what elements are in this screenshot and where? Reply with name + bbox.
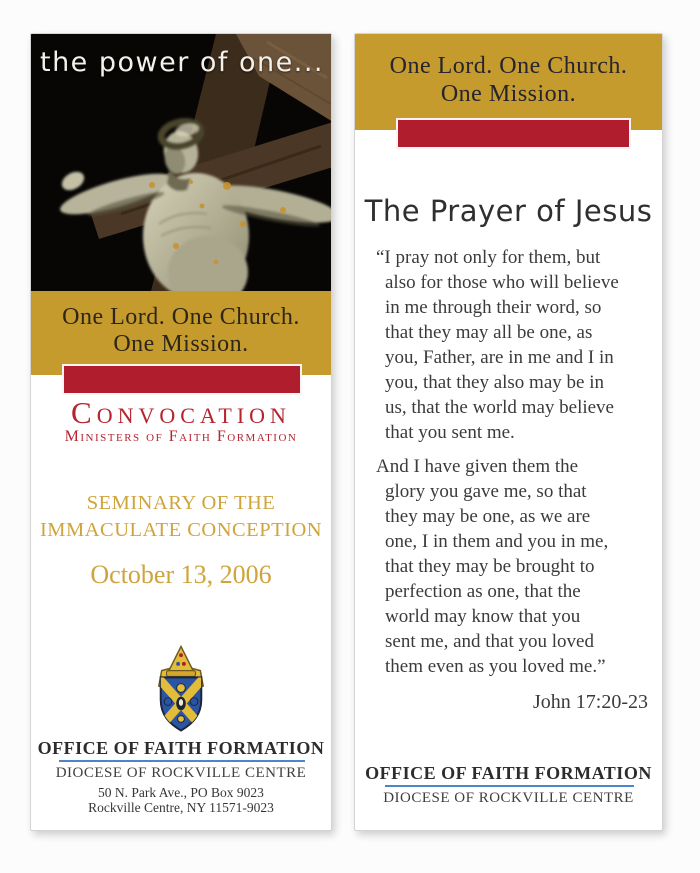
event-subtitle: Ministers of Faith Formation [64,428,298,445]
prayer-line: in me through their word, so [385,297,602,318]
tagline: the power of one... [39,47,325,78]
prayer-line: “I pray not only for them, but [376,247,601,268]
prayer-line: that you sent me. [385,422,515,443]
office-underline [385,785,634,787]
prayer-line: they may be one, as we are [385,506,591,527]
prayer-text [376,245,654,715]
prayer-line: world may know that you [385,606,581,627]
front-motto-line-2: One Mission. [113,331,249,357]
front-red-bar [62,364,302,395]
prayer-line: you, that they also may be in [385,372,604,393]
prayer-title: The Prayer of Jesus [364,194,653,228]
prayer-paragraph-1 [376,245,654,445]
prayer-line: that they may be brought to [385,556,595,577]
office-name: OFFICE OF FAITH FORMATION [365,763,652,783]
event-date: October 13, 2006 [90,560,272,589]
prayer-paragraph-2 [376,454,654,679]
prayer-line: one, I in them and you in me, [385,531,609,552]
venue-name [31,490,331,544]
prayer-line: us, that the world may believe [385,397,614,418]
back-motto-band [355,34,662,130]
address-line-2: Rockville Centre, NY 11571-9023 [88,800,274,815]
back-bookmark-card [354,33,663,831]
diocese-name: DIOCESE OF ROCKVILLE CENTRE [383,790,634,806]
prayer-line: sent me, and that you loved [385,631,594,652]
venue-line-2: IMMACULATE CONCEPTION [39,519,323,541]
prayer-line: also for those who will believe [385,272,619,293]
prayer-line: glory you gave me, so that [385,481,587,502]
prayer-line: you, Father, are in me and I in [385,347,614,368]
venue-line-1: SEMINARY OF THE [86,492,276,514]
diocese-crest [152,645,210,738]
front-motto-band [31,291,331,375]
front-bookmark-card [30,33,332,831]
office-name: OFFICE OF FAITH FORMATION [37,738,325,758]
diocese-crest-icon [152,645,210,733]
back-motto-line-2: One Mission. [440,81,577,107]
scripture-citation: John 17:20-23 [533,691,648,713]
back-red-bar [396,118,631,149]
prayer-line: And I have given them the [376,456,579,477]
diocese-name: DIOCESE OF ROCKVILLE CENTRE [55,765,307,781]
event-title: Convocation [71,395,291,430]
prayer-line: them even as you loved me.” [385,656,606,677]
prayer-line: that they may all be one, as [385,322,593,343]
address-line-1: 50 N. Park Ave., PO Box 9023 [98,785,264,800]
crucifix-photo [31,34,332,291]
front-motto-line-1: One Lord. One Church. [62,304,300,330]
prayer-line: perfection as one, that the [385,581,581,602]
back-motto-line-1: One Lord. One Church. [389,53,628,79]
office-underline [59,760,305,762]
